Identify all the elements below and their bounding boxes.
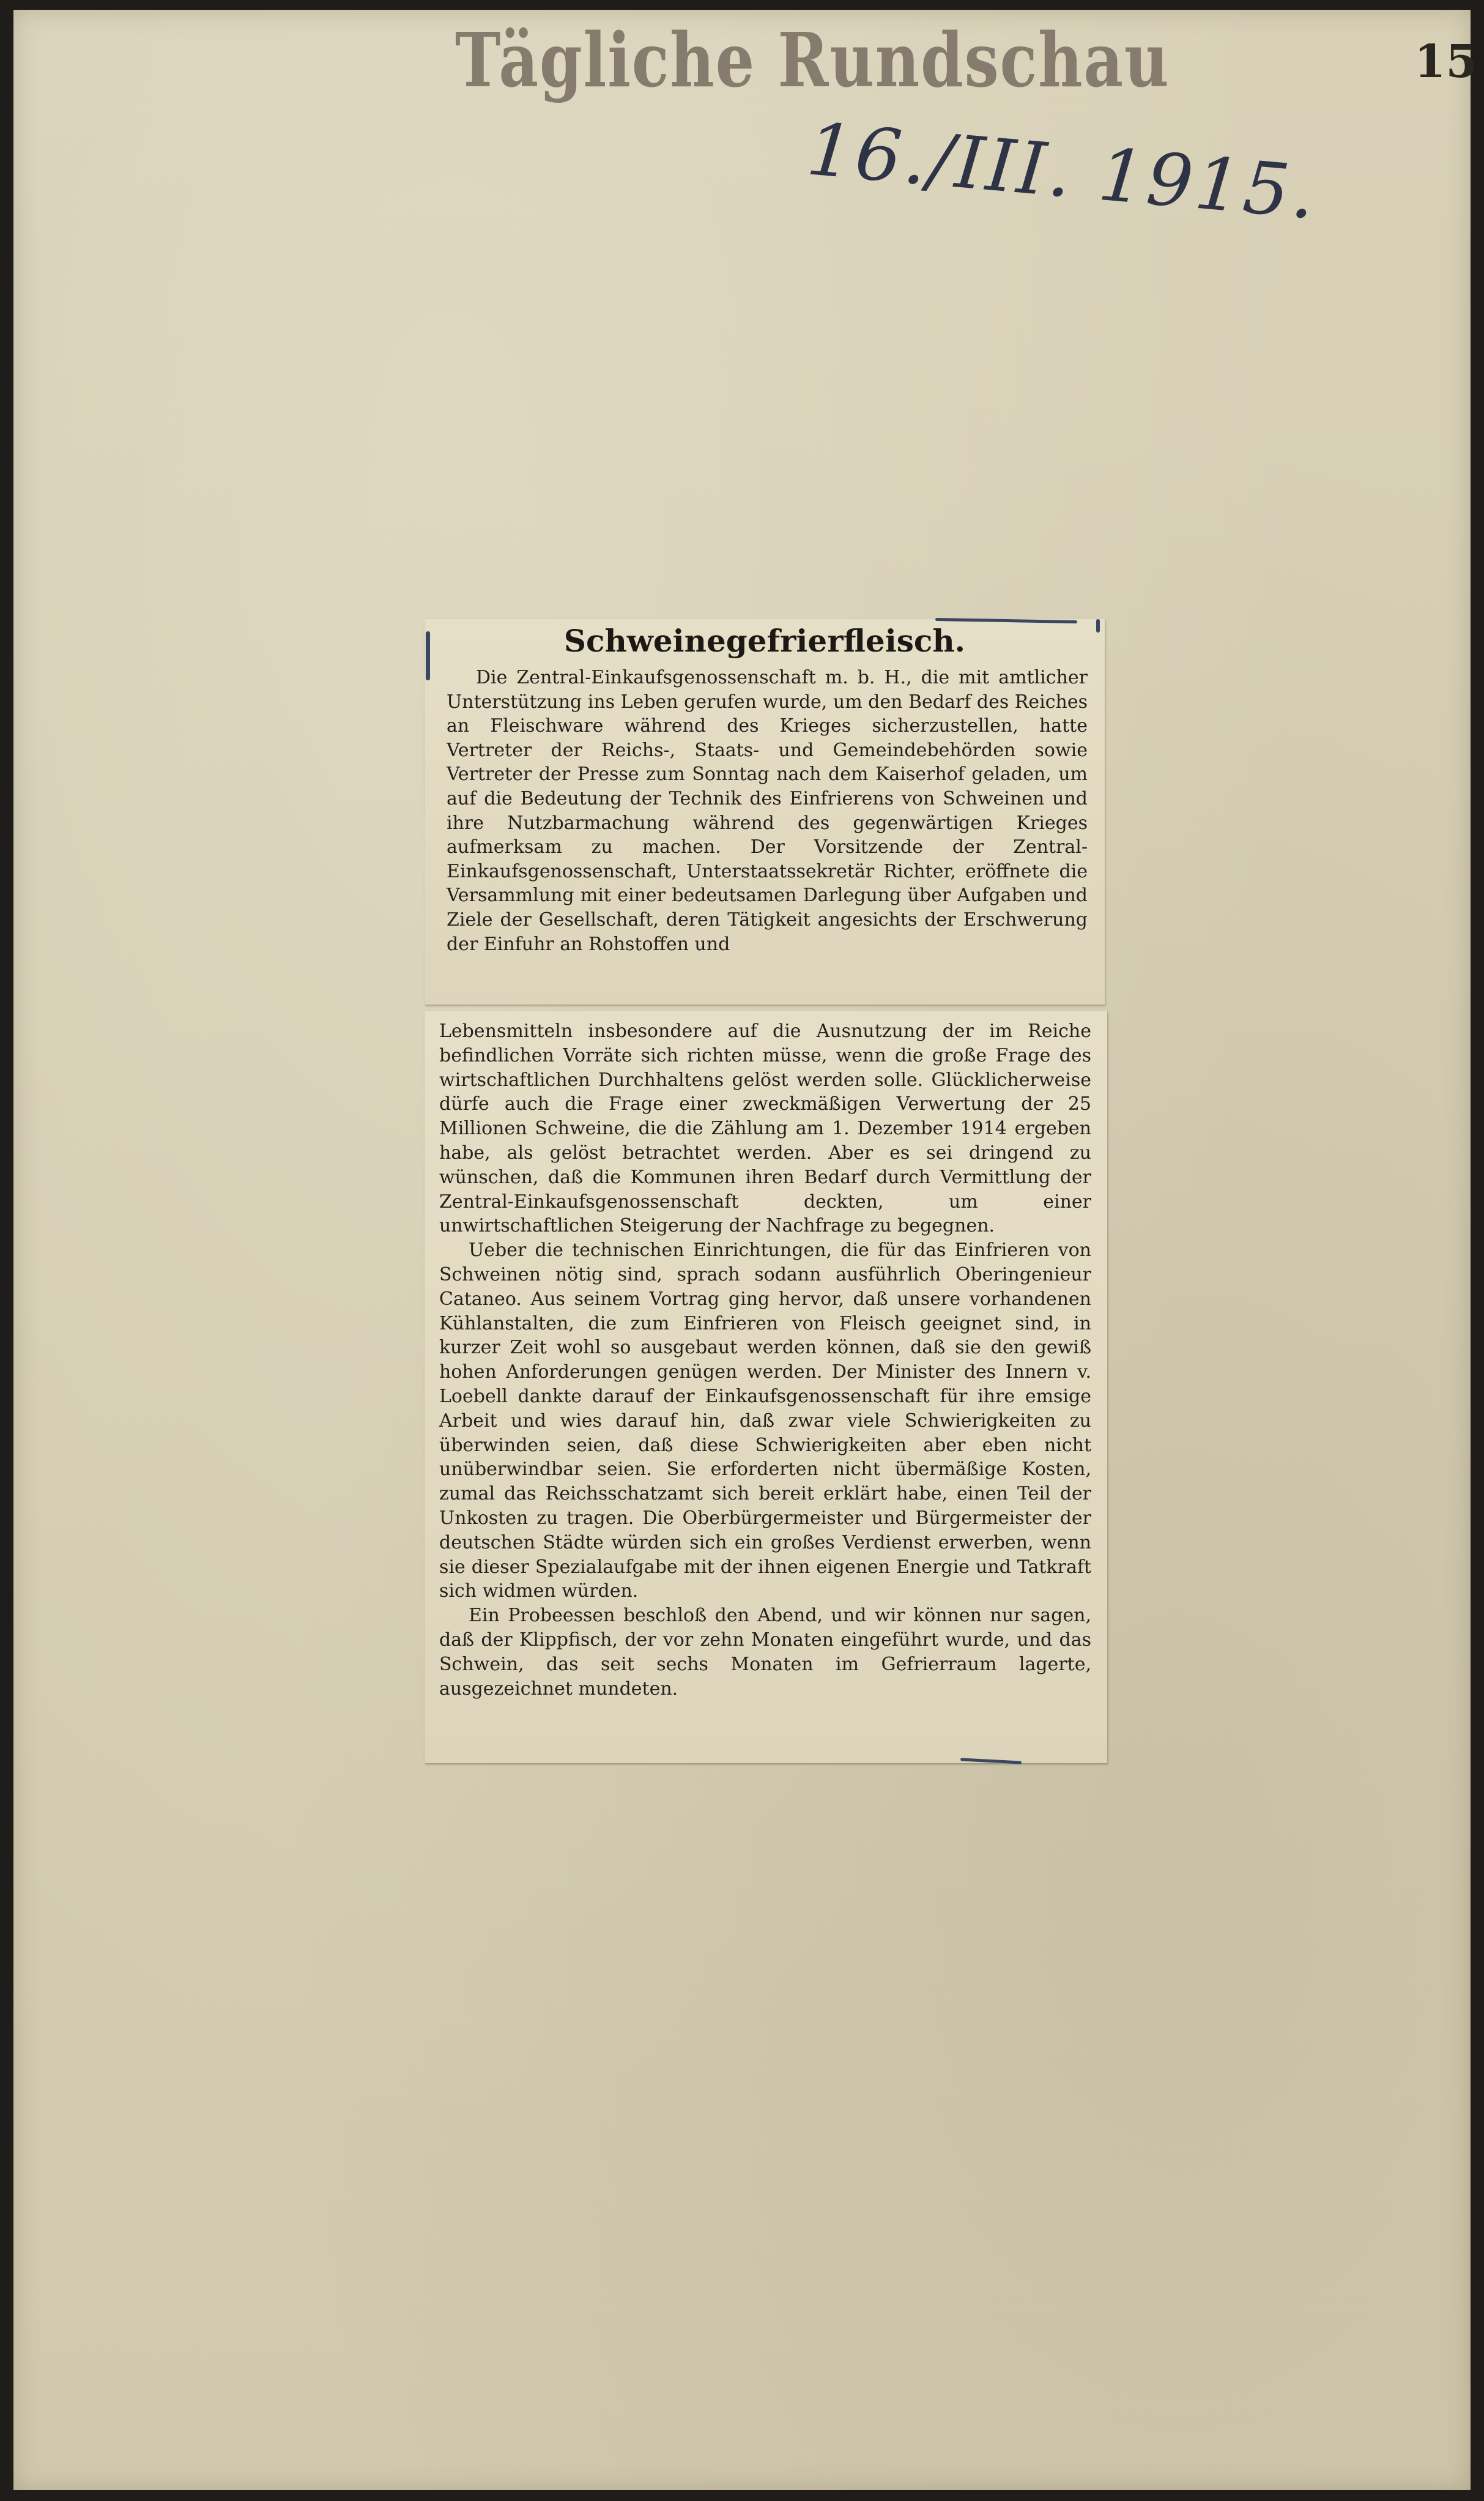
ink-mark-bottom — [960, 1758, 1022, 1764]
article-paragraph: Die Zentral-Einkaufsgenossenschaft m. b. H., die mit amtlicher Unterstützung ins Leben gerufen wurde, um den Bedarf des Reiches an Fleischware während des Krieges sicherzustellen, hatte Vertreter der Reichs-, Staats- und Gemeindebehörden sowie Vertreter der Presse zum Sonntag nach dem Kaiserhof geladen, um auf die Bedeutung der Technik des Einfrierens von Schweinen und ihre Nutzbarmachung während des gegenwärtigen Krieges aufmerksam zu machen. Der Vorsitzende der Zentral-Einkaufsgenossenschaft, Unterstaatssekretär Richter, eröffnete die Versammlung mit einer bedeutsamen Darlegung über Aufgaben und Ziele der Gesellschaft, deren Tätigkeit angesichts der Erschwerung der Einfuhr an Rohstoffen und — [447, 667, 1088, 955]
article-paragraph: Ein Probeessen beschloß den Abend, und wir können nur sagen, daß der Klippfisch, der vor zehn Monaten eingeführt wurde, und das Schwein, das seit sechs Monaten im Gefrierraum lagerte, ausgezeichnet mundeten. — [439, 1605, 1091, 1700]
article-column-top — [447, 666, 1088, 956]
article-column-bottom — [439, 1019, 1091, 1701]
newspaper-name-stamp: Tägliche Rundschau — [455, 16, 1170, 104]
handwritten-date: 16./III. 1915. — [803, 106, 1321, 236]
newspaper-clipping — [425, 619, 1107, 1763]
archive-sheet — [13, 10, 1477, 2490]
clipping-bottom-part — [425, 1011, 1107, 1763]
article-paragraph: Lebensmitteln insbesondere auf die Ausnutzung der im Reiche befindlichen Vorräte sich richten müsse, wenn die große Frage des wirtschaftlichen Durchhaltens gelöst werden solle. Glücklicherweise dürfe auch die Frage einer zweckmäßigen Verwertung der 25 Millionen Schweine, die die Zählung am 1. Dezember 1914 ergeben habe, als gelöst betrachtet werden. Aber es sei dringend zu wünschen, daß die Kommunen ihren Bedarf durch Vermittlung der Zentral-Einkaufsgenossenschaft deckten, um einer unwirtschaftlichen Steigerung der Nachfrage zu begegnen. — [439, 1020, 1091, 1237]
clipping-top-part — [425, 619, 1105, 1005]
article-title: Schweinegefrierfleisch. — [563, 623, 966, 659]
page-number: 15 — [1414, 35, 1477, 88]
article-paragraph: Ueber die technischen Einrichtungen, die für das Einfrieren von Schweinen nötig sind, sprach sodann ausführlich Oberingenieur Cataneo. Aus seinem Vortrag ging hervor, daß unsere vorhandenen Kühlanstalten, die zum Einfrieren von Fleisch geeignet sind, in kurzer Zeit wohl so ausgebaut werden können, daß sie den gewiß hohen Anforderungen genügen werden. Der Minister des Innern v. Loebell dankte darauf der Einkaufsgenossenschaft für ihre emsige Arbeit und wies darauf hin, daß zwar viele Schwierigkeiten zu überwinden seien, daß diese Schwierigkeiten aber eben nicht unüberwindbar seien. Sie erforderten nicht übermäßige Kosten, zumal das Reichsschatzamt sich bereit erklärt habe, einen Teil der Unkosten zu tragen. Die Oberbürgermeister und Bürgermeister der deutschen Städte würden sich ein großes Verdienst erwerben, wenn sie dieser Spezialaufgabe mit der ihnen eigenen Energie und Tatkraft sich widmen würden. — [439, 1239, 1091, 1602]
